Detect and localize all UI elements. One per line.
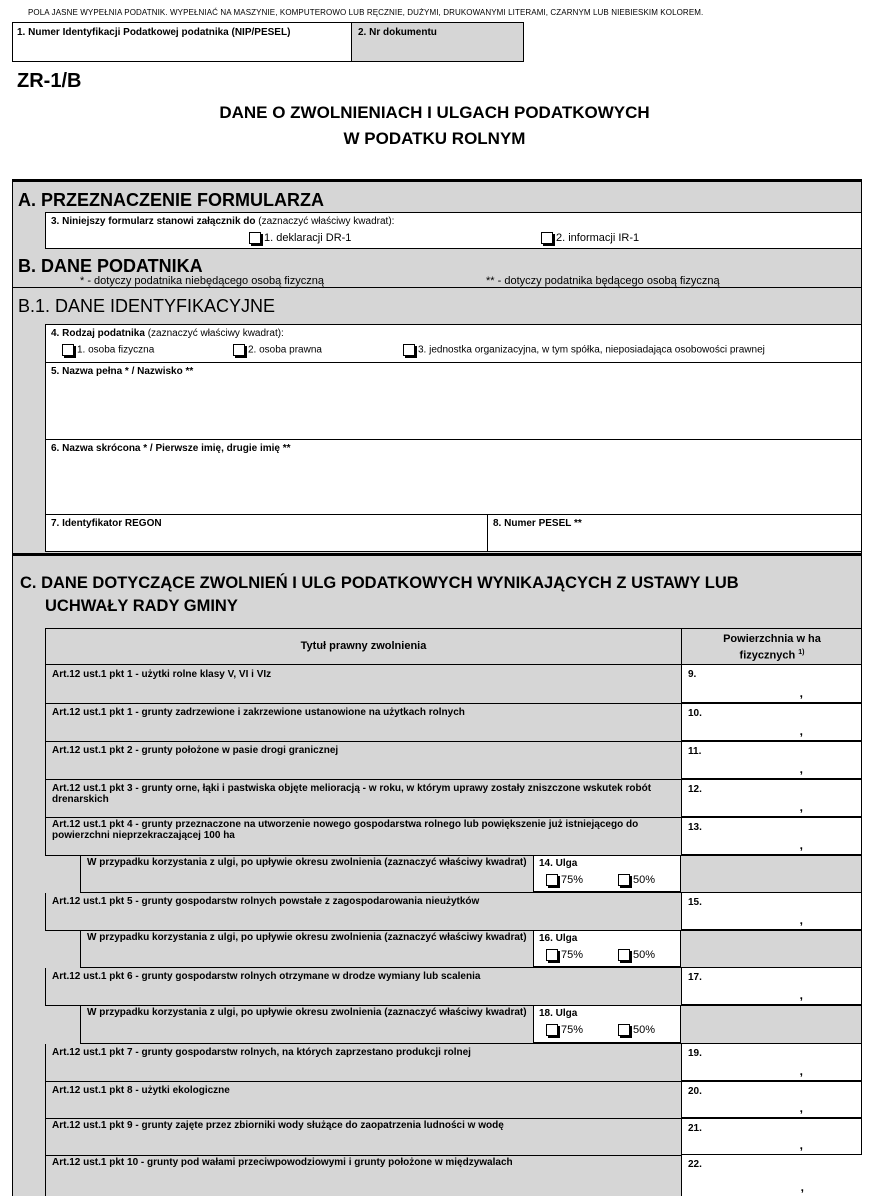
option-osoba-fizyczna-label: 1. osoba fizyczna (77, 344, 155, 356)
area-field[interactable] (681, 1081, 862, 1118)
field-3-label: 3. Niniejszy formularz stanowi załącznik do (51, 216, 256, 227)
field-8-label: 8. Numer PESEL ** (493, 518, 582, 529)
table-row (45, 1156, 862, 1196)
option-50[interactable] (618, 949, 655, 961)
field-number: 13. (688, 822, 702, 833)
section-b-divider (12, 287, 862, 288)
table-row (45, 704, 862, 742)
field-7[interactable] (45, 514, 488, 552)
option-jednostka-label: 3. jednostka organizacyjna, w tym spółka, nieposiadająca osobowości prawnej (418, 344, 765, 356)
ulga-field (533, 1005, 681, 1043)
decimal-comma: , (799, 838, 803, 852)
ulga-text: W przypadku korzystania z ulgi, po upływie okresu zwolnienia (zaznaczyć właściwy kwadrat) (87, 857, 527, 868)
option-75-label: 75% (561, 949, 584, 961)
nip-label: 1. Numer Identyfikacji Podatkowej podatnika (NIP/PESEL) (17, 27, 291, 38)
row-title: Art.12 ust.1 pkt 9 - grunty zajęte przez zbiorniki wody służące do zaopatrzenia ludności w wodę (52, 1120, 504, 1131)
ulga-field (533, 855, 681, 892)
checkbox-icon[interactable] (546, 874, 558, 886)
option-50[interactable] (618, 1024, 655, 1036)
field-5[interactable] (45, 362, 862, 440)
section-c-title-line1: C. DANE DOTYCZĄCE ZWOLNIEŃ I ULG PODATKOWYCH WYNIKAJĄCYCH Z USTAWY LUB (20, 574, 739, 592)
area-field[interactable] (681, 817, 862, 855)
option-informacji-ir1[interactable] (541, 232, 639, 244)
nr-dokumentu-label: 2. Nr dokumentu (358, 27, 437, 38)
table-row (45, 780, 862, 818)
option-75-label: 75% (561, 874, 584, 886)
checkbox-icon[interactable] (546, 949, 558, 961)
field-number: 9. (688, 669, 697, 680)
area-field[interactable] (681, 892, 862, 930)
checkbox-icon[interactable] (618, 1024, 630, 1036)
field-number: 15. (688, 897, 702, 908)
field-8[interactable] (487, 514, 862, 552)
table-row (45, 1119, 862, 1156)
option-50[interactable] (618, 874, 655, 886)
col-powierzchnia-header (682, 633, 862, 663)
area-field[interactable] (681, 703, 862, 741)
option-osoba-prawna-label: 2. osoba prawna (248, 344, 322, 356)
option-75-label: 75% (561, 1024, 584, 1036)
area-field[interactable] (681, 664, 862, 703)
table-header (45, 628, 862, 665)
section-b1-title: B.1. DANE IDENTYFIKACYJNE (18, 296, 276, 316)
field-4-hint: (zaznaczyć właściwy kwadrat): (147, 328, 284, 339)
nip-field[interactable] (13, 23, 352, 61)
option-75[interactable] (546, 949, 583, 961)
field-number: 17. (688, 972, 702, 983)
option-75[interactable] (546, 874, 583, 886)
checkbox-icon[interactable] (233, 344, 245, 356)
ulga-text: W przypadku korzystania z ulgi, po upływie okresu zwolnienia (zaznaczyć właściwy kwadrat) (87, 932, 527, 943)
option-50-label: 50% (633, 1024, 656, 1036)
row-title: Art.12 ust.1 pkt 1 - użytki rolne klasy V, VI i VIz (52, 669, 272, 680)
field-6-label: 6. Nazwa skrócona * / Pierwsze imię, drugie imię ** (51, 443, 291, 454)
section-b-title: B. DANE PODATNIKA (18, 256, 203, 276)
decimal-comma: , (799, 988, 803, 1002)
checkbox-icon[interactable] (62, 344, 74, 356)
field-4-label-wrap (51, 328, 284, 339)
field-4-label: 4. Rodzaj podatnika (51, 328, 145, 339)
area-field[interactable] (681, 779, 862, 817)
row-title: Art.12 ust.1 pkt 3 - grunty orne, łąki i pastwiska objęte melioracją - w roku, w którym uprawy zostały zniszczone wskutek robót drenarskich (52, 783, 652, 805)
col-powierzchnia-line2-wrap (682, 646, 862, 663)
col-powierzchnia-line2: fizycznych (739, 649, 796, 662)
checkbox-icon[interactable] (618, 874, 630, 886)
form-title-line2: W PODATKU ROLNYM (343, 129, 526, 148)
table-row (45, 968, 862, 1006)
checkbox-icon[interactable] (249, 232, 261, 244)
field-7-label: 7. Identyfikator REGON (51, 518, 162, 529)
decimal-comma: , (799, 724, 803, 738)
field-4 (45, 324, 862, 363)
table-row (45, 818, 862, 856)
ulga-label: 16. Ulga (539, 933, 578, 944)
field-5-label: 5. Nazwa pełna * / Nazwisko ** (51, 366, 194, 377)
decimal-comma: , (799, 1101, 803, 1115)
option-50-label: 50% (633, 874, 656, 886)
field-number: 10. (688, 708, 702, 719)
col-powierzchnia-line1: Powierzchnia w ha (723, 633, 821, 645)
area-field[interactable] (681, 741, 862, 779)
field-number: 19. (688, 1048, 702, 1059)
decimal-comma: , (799, 1138, 803, 1152)
section-c-divider (12, 553, 862, 556)
option-osoba-fizyczna[interactable] (62, 344, 154, 356)
field-3 (45, 212, 862, 249)
row-title: Art.12 ust.1 pkt 4 - grunty przeznaczone na utworzenie nowego gospodarstwa rolnego lub powiększenie już istniejącego do powierzchni nieprzekraczającej 100 ha (52, 819, 639, 841)
nr-dokumentu-field (352, 23, 523, 61)
field-6[interactable] (45, 439, 862, 515)
section-b-note1: * - dotyczy podatnika niebędącego osobą fizyczną (80, 275, 324, 287)
decimal-comma: , (799, 686, 803, 700)
section-c-title-line2: UCHWAŁY RADY GMINY (45, 597, 238, 615)
field-number: 20. (688, 1086, 702, 1097)
checkbox-icon[interactable] (541, 232, 553, 244)
row-title: Art.12 ust.1 pkt 10 - grunty pod wałami przeciwpowodziowymi i grunty położone w międzywalach (52, 1157, 513, 1168)
field-number: 12. (688, 784, 702, 795)
field-3-hint: (zaznaczyć właściwy kwadrat): (258, 216, 395, 227)
option-osoba-prawna[interactable] (233, 344, 322, 356)
option-jednostka[interactable] (403, 344, 765, 356)
ulga-row (80, 931, 862, 968)
decimal-comma: , (799, 762, 803, 776)
table-row (45, 742, 862, 780)
field-number: 21. (688, 1123, 702, 1134)
row-title: Art.12 ust.1 pkt 2 - grunty położone w pasie drogi granicznej (52, 745, 339, 756)
ulga-row (80, 856, 862, 893)
decimal-comma: , (799, 913, 803, 927)
field-number: 11. (688, 746, 702, 757)
area-field[interactable] (681, 1155, 862, 1196)
area-field[interactable] (681, 1043, 862, 1081)
header-fields (12, 22, 524, 62)
option-deklaracji-dr1-label: 1. deklaracji DR-1 (264, 232, 352, 244)
field-number: 22. (688, 1159, 702, 1170)
section-a-title: A. PRZEZNACZENIE FORMULARZA (18, 190, 324, 210)
option-75[interactable] (546, 1024, 583, 1036)
table-row (45, 1044, 862, 1082)
table-row (45, 893, 862, 931)
form-title-line1: DANE O ZWOLNIENIACH I ULGACH PODATKOWYCH (219, 103, 650, 122)
field-3-label-wrap (51, 216, 394, 227)
ulga-text: W przypadku korzystania z ulgi, po upływie okresu zwolnienia (zaznaczyć właściwy kwadrat) (87, 1007, 527, 1018)
footnote-ref: 1) (798, 649, 805, 656)
decimal-comma: , (800, 1180, 804, 1194)
ulga-label: 14. Ulga (539, 858, 578, 869)
decimal-comma: , (799, 800, 803, 814)
table-row (45, 1082, 862, 1119)
row-title: Art.12 ust.1 pkt 1 - grunty zadrzewione i zakrzewione ustanowione na użytkach rolnych (52, 707, 465, 718)
ulga-field (533, 930, 681, 967)
area-field[interactable] (681, 1118, 862, 1155)
option-deklaracji-dr1[interactable] (249, 232, 351, 244)
option-50-label: 50% (633, 949, 656, 961)
section-b-note2: ** - dotyczy podatnika będącego osobą fizyczną (486, 275, 720, 287)
checkbox-icon[interactable] (546, 1024, 558, 1036)
row-title: Art.12 ust.1 pkt 5 - grunty gospodarstw rolnych powstałe z zagospodarowania nieużytków (52, 896, 480, 907)
col-tytul-header: Tytuł prawny zwolnienia (300, 640, 427, 652)
ulga-label: 18. Ulga (539, 1008, 578, 1019)
decimal-comma: , (799, 1064, 803, 1078)
top-note: POLA JASNE WYPEŁNIA PODATNIK. WYPEŁNIAĆ NA MASZYNIE, KOMPUTEROWO LUB RĘCZNIE, DUŻYMI, DRUKOWANYMI LITERAMI, CZARNYM LUB NIEBIESKIM KOLOREM. (28, 8, 704, 17)
option-informacji-ir1-label: 2. informacji IR-1 (556, 232, 640, 244)
checkbox-icon[interactable] (618, 949, 630, 961)
ulga-row (80, 1006, 862, 1044)
row-title: Art.12 ust.1 pkt 7 - grunty gospodarstw rolnych, na których zaprzestano produkcji rolnej (52, 1047, 471, 1058)
row-title: Art.12 ust.1 pkt 6 - grunty gospodarstw rolnych otrzymane w drodze wymiany lub scalenia (52, 971, 481, 982)
table-row (45, 665, 862, 704)
checkbox-icon[interactable] (403, 344, 415, 356)
area-field[interactable] (681, 967, 862, 1005)
form-code: ZR-1/B (17, 70, 82, 92)
row-title: Art.12 ust.1 pkt 8 - użytki ekologiczne (52, 1085, 230, 1096)
